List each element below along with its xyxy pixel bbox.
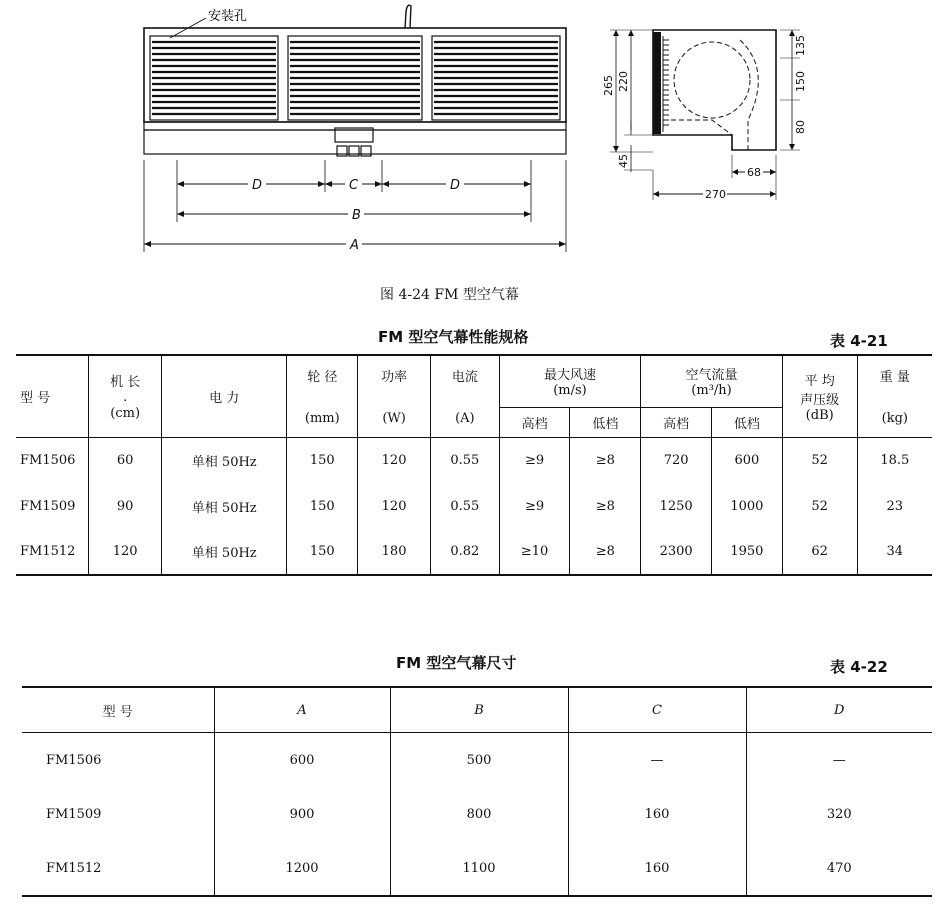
th-power-label: 功率 [381,370,408,386]
th-weight-unit: (kg) [881,411,908,427]
side-dim-270: 270 [705,188,726,201]
side-dim-150: 150 [794,71,807,92]
side-dim-220: 220 [617,71,630,92]
side-dim-135: 135 [794,35,807,56]
cell-wheel: 150 [287,483,358,529]
cell-current: 0.55 [430,437,499,483]
table-row [22,841,932,896]
th-wind-low: 低档 [570,407,641,437]
th-power [358,355,431,437]
th-length-dot: . [123,390,128,406]
cell-power-supply: 单相 50Hz [162,529,287,575]
th-wind-label: 最大风速 [543,368,596,384]
cell-b: 800 [390,787,568,841]
cell-weight: 34 [857,529,932,575]
th-current-label: 电流 [451,370,478,386]
table-row [16,529,932,575]
table22-title: FM 型空气幕尺寸 [396,654,517,672]
dim-label-b: B [352,208,361,223]
th22-a: A [214,687,390,733]
cell-a: 600 [214,733,390,788]
th-wheel-unit: (mm) [304,411,340,427]
cell-wind-high: ≥10 [499,529,570,575]
cell-model: FM1512 [22,841,214,896]
th-length-label: 机 长 [110,375,141,391]
cell-wheel: 150 [287,529,358,575]
th-wheel [287,355,358,437]
cell-wind-low: ≥8 [570,483,641,529]
th-weight [857,355,932,437]
cell-weight: 18.5 [857,437,932,483]
cell-power: 180 [358,529,431,575]
cell-flow-high: 720 [641,437,712,483]
cell-flow-low: 1950 [712,529,783,575]
th-flow [641,355,783,407]
cell-model: FM1506 [16,437,89,483]
cell-d: 470 [746,841,932,896]
th-noise-label: 平 均 [804,373,835,389]
cell-current: 0.55 [430,483,499,529]
table-row [16,437,932,483]
cell-model: FM1509 [16,483,89,529]
dim-label-d-right: D [450,178,461,193]
cell-noise: 52 [782,437,857,483]
cell-model: FM1509 [22,787,214,841]
cell-length: 90 [89,483,162,529]
cell-power-supply: 单相 50Hz [162,437,287,483]
th-power-unit: (W) [382,411,406,427]
table-row [22,733,932,788]
th-power-supply: 电 力 [162,355,287,437]
cell-a: 1200 [214,841,390,896]
th-wind-high: 高档 [499,407,570,437]
cell-power: 120 [358,437,431,483]
th-wind-unit: (m/s) [553,383,587,399]
cell-flow-low: 600 [712,437,783,483]
table21-header-row [16,355,932,407]
th-flow-low: 低档 [712,407,783,437]
th-length [89,355,162,437]
table22-header-row [22,687,932,733]
th22-c: C [568,687,746,733]
air-curtain-drawing [0,0,949,300]
table21-title: FM 型空气幕性能规格 [378,328,529,346]
table22-number: 表 4-22 [830,658,888,676]
th-wheel-label: 轮 径 [307,370,338,386]
th-current-unit: (A) [455,411,475,427]
th-current [430,355,499,437]
th-length-unit: (cm) [110,406,141,422]
th-flow-high: 高档 [641,407,712,437]
cell-current: 0.82 [430,529,499,575]
side-dim-265: 265 [602,75,615,96]
table21-number: 表 4-21 [830,332,888,350]
th-noise [782,355,857,437]
cell-a: 900 [214,787,390,841]
th-noise-label2: 声压级 [800,392,840,408]
th-flow-unit: (m³/h) [691,383,732,399]
table-row [22,787,932,841]
table-row [16,483,932,529]
cell-weight: 23 [857,483,932,529]
cell-wind-high: ≥9 [499,483,570,529]
cell-noise: 62 [782,529,857,575]
table21-performance [16,354,932,576]
table22-dimensions [22,686,932,897]
th-noise-unit: (dB) [805,407,834,423]
th22-model: 型 号 [22,687,214,733]
th-model: 型 号 [16,355,89,437]
cell-length: 120 [89,529,162,575]
cell-b: 1100 [390,841,568,896]
cell-c: — [568,733,746,788]
cell-wheel: 150 [287,437,358,483]
cell-power: 120 [358,483,431,529]
cell-d: 320 [746,787,932,841]
cell-model: FM1512 [16,529,89,575]
th22-d: D [746,687,932,733]
side-dim-45: 45 [617,154,630,168]
front-view [144,5,566,156]
th-weight-label: 重 量 [879,370,910,386]
cell-power-supply: 单相 50Hz [162,483,287,529]
cell-c: 160 [568,787,746,841]
cell-flow-low: 1000 [712,483,783,529]
dim-label-a: A [350,238,359,253]
dim-label-d-left: D [252,178,263,193]
cell-flow-high: 1250 [641,483,712,529]
dim-label-c: C [349,178,359,193]
front-dimensions [144,160,566,253]
cell-model: FM1506 [22,733,214,788]
cell-b: 500 [390,733,568,788]
side-dim-68: 68 [747,166,761,179]
th22-b: B [390,687,568,733]
side-view [653,30,776,150]
cell-c: 160 [568,841,746,896]
figure-caption: 图 4-24 FM 型空气幕 [380,287,519,303]
cell-d: — [746,733,932,788]
cell-wind-high: ≥9 [499,437,570,483]
mounting-hole-callout [170,8,247,38]
cell-length: 60 [89,437,162,483]
grille-slats [152,42,558,114]
cell-flow-high: 2300 [641,529,712,575]
cell-wind-low: ≥8 [570,437,641,483]
cell-wind-low: ≥8 [570,529,641,575]
th-flow-label: 空气流量 [685,368,738,384]
side-dim-80: 80 [794,120,807,134]
mounting-hole-label: 安装孔 [208,9,248,24]
cell-noise: 52 [782,483,857,529]
th-wind [499,355,641,407]
